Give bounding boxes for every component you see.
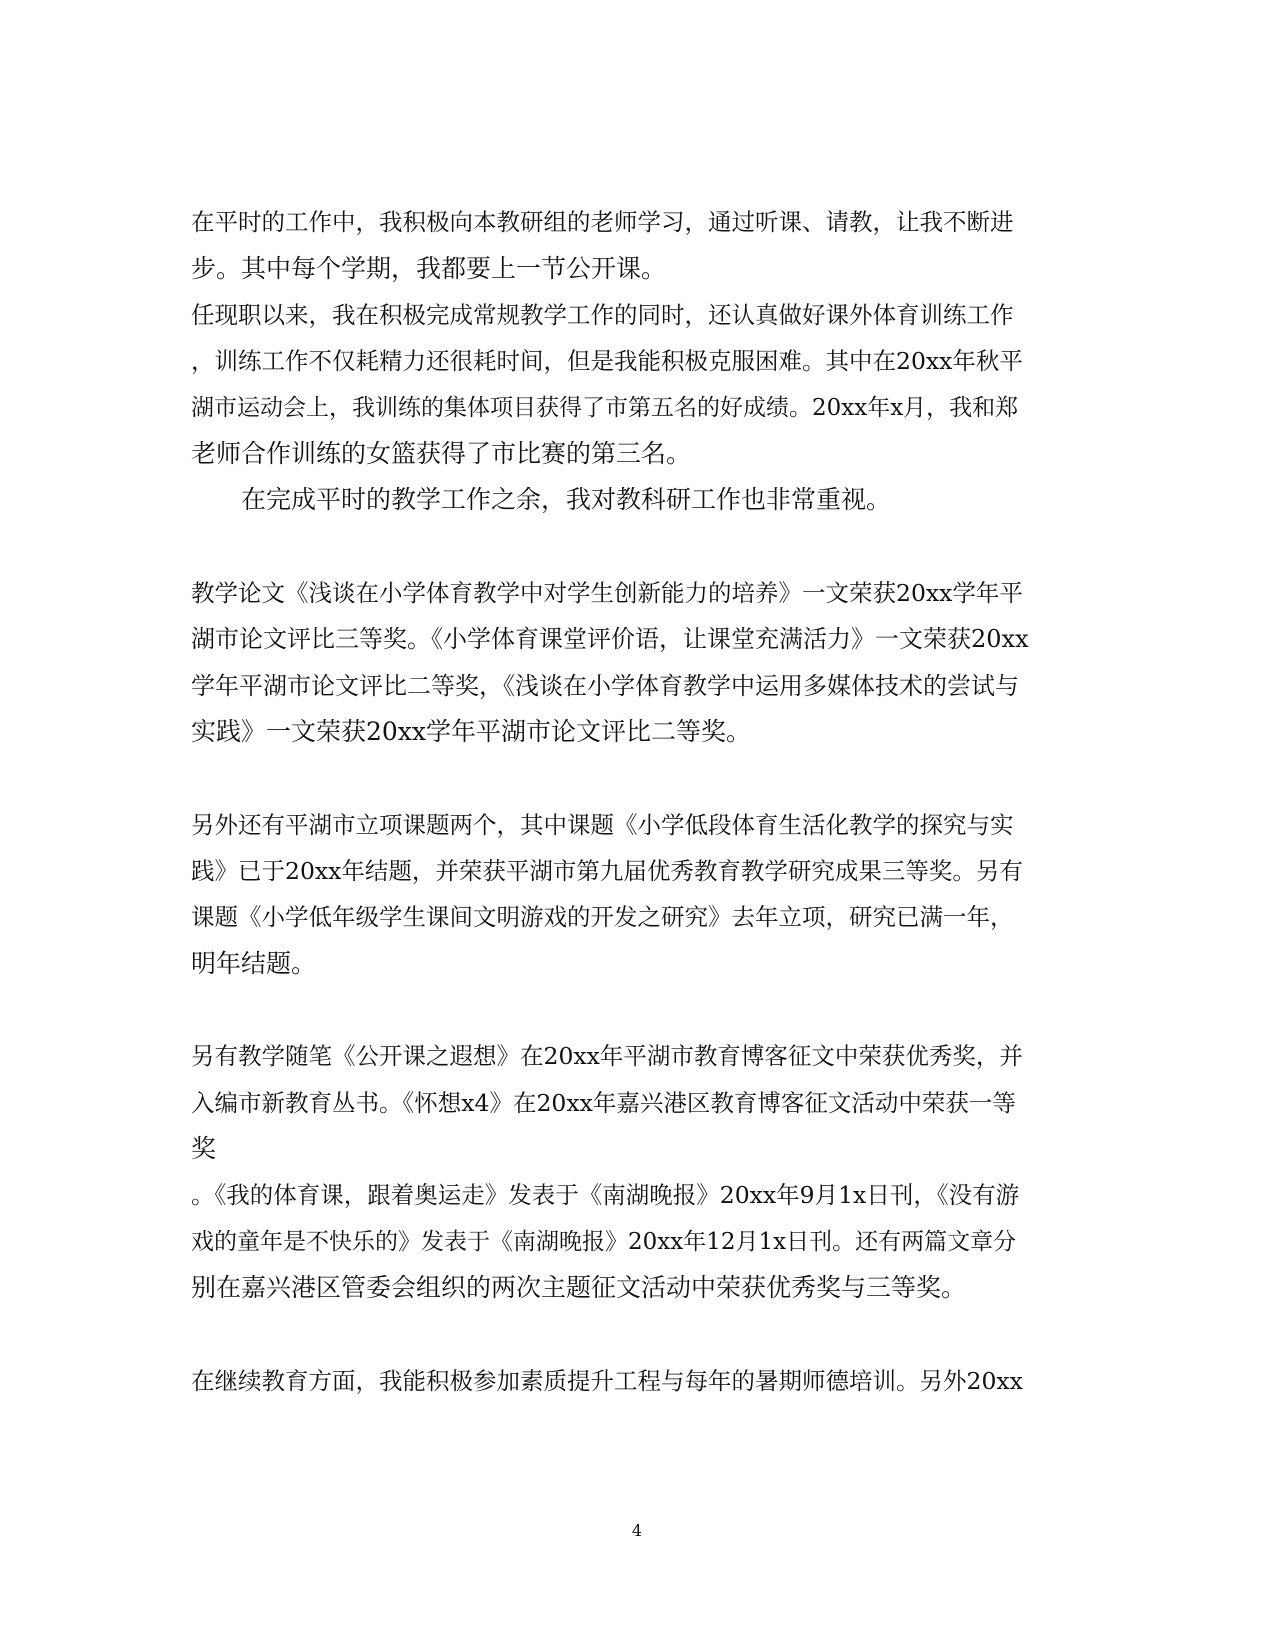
text-line: 践》已于20xx年结题，并荣获平湖市第九届优秀教育教学研究成果三等奖。另有	[191, 857, 1023, 885]
text-line: 湖市运动会上，我训练的集体项目获得了市第五名的好成绩。20xx年x月，我和郑	[191, 395, 1019, 421]
text-line: 另外还有平湖市立项课题两个，其中课题《小学低段体育生活化教学的探究与实	[191, 811, 1014, 839]
page-number: 4	[631, 1521, 643, 1540]
text-line: 任现职以来，我在积极完成常规教学工作的同时，还认真做好课外体育训练工作	[191, 301, 1014, 329]
text-line: 在完成平时的教学工作之余，我对教科研工作也非常重视。	[241, 485, 892, 514]
text-line: 实践》一文荣获20xx学年平湖市论文评比二等奖。	[191, 717, 752, 746]
text-line: ，训练工作不仅耗精力还很耗时间，但是我能积极克服困难。其中在20xx年秋平	[191, 347, 1023, 375]
text-line: 别在嘉兴港区管委会组织的两次主题征文活动中荣获优秀奖与三等奖。	[191, 1273, 967, 1302]
text-line: 。《我的体育课，跟着奥运走》发表于《南湖晚报》20xx年9月1x日刊，《没有游	[191, 1181, 1020, 1209]
text-line: 课题《小学低年级学生课间文明游戏的开发之研究》去年立项，研究已满一年，	[191, 903, 1014, 931]
text-line: 奖	[191, 1134, 217, 1163]
text-line: 老师合作训练的女篮获得了市比赛的第三名。	[191, 439, 692, 468]
text-line: 戏的童年是不快乐的》发表于《南湖晚报》20xx年12月1x日刊。还有两篇文章分	[191, 1229, 1017, 1255]
text-line: 明年结题。	[191, 949, 317, 978]
text-line: 学年平湖市论文评比二等奖，《浅谈在小学体育教学中运用多媒体技术的尝试与	[191, 672, 1019, 700]
text-line: 教学论文《浅谈在小学体育教学中对学生创新能力的培养》一文荣获20xx学年平	[191, 579, 1023, 607]
text-line: 在继续教育方面，我能积极参加素质提升工程与每年的暑期师德培训。另外20xx	[191, 1367, 1023, 1395]
text-line: 入编市新教育丛书。《怀想x4》在20xx年嘉兴港区教育博客征文活动中荣获一等	[191, 1089, 1016, 1117]
text-line: 在平时的工作中，我积极向本教研组的老师学习，通过听课、请教，让我不断进	[191, 208, 1014, 236]
text-line: 另有教学随笔《公开课之遐想》在20xx年平湖市教育博客征文中荣获优秀奖，并	[191, 1042, 1023, 1070]
text-line: 湖市论文评比三等奖。《小学体育课堂评价语，让课堂充满活力》一文荣获20xx	[191, 625, 1029, 653]
text-line: 步。其中每个学期，我都要上一节公开课。	[191, 254, 667, 283]
